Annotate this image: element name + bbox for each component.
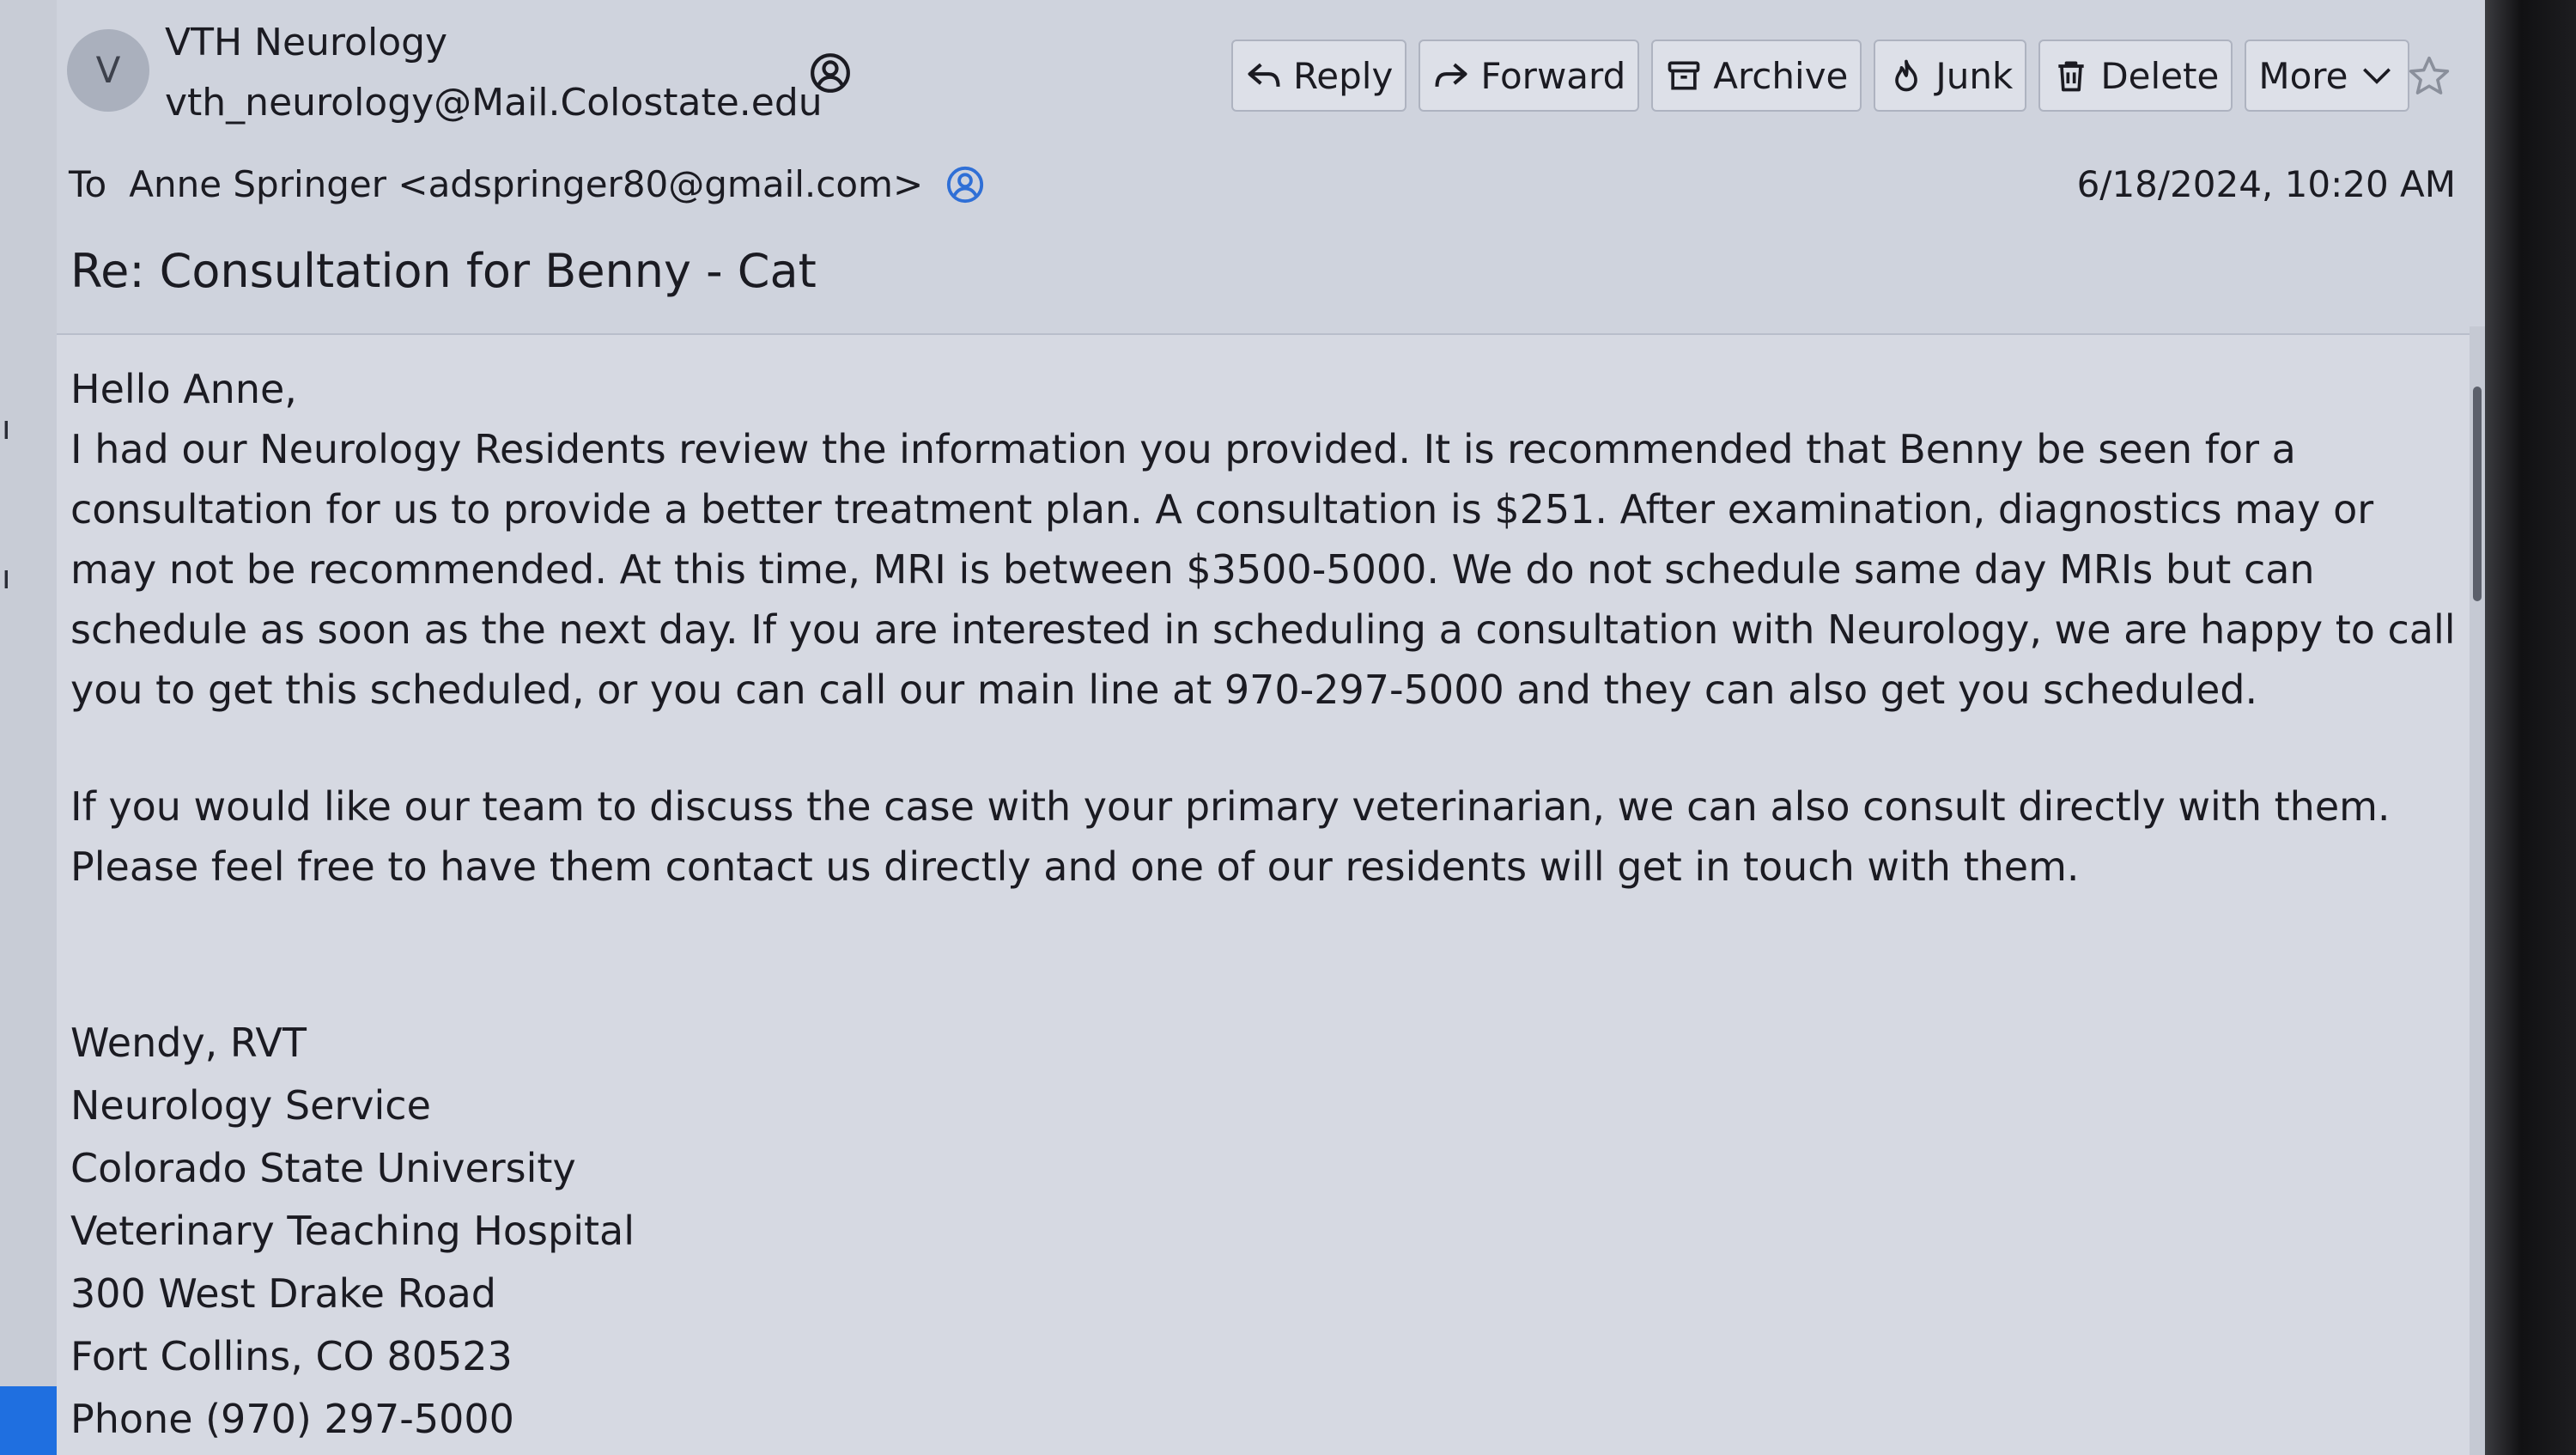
signature-line: Colorado State University	[70, 1145, 576, 1191]
delete-button[interactable]	[2038, 40, 2233, 112]
body-paragraph: I had our Neurology Residents review the information you provided. It is recommended that Benny be seen for a consultation for us to provide a better treatment plan. A consultation is $251. After examination, diagnostics may or may not be recommended. At this time, MRI is between $3500-5000. We do not schedule same day MRIs but can schedule as soon as the next day. If you are interested in scheduling a consultation with Neurology, we are happy to call you to get this scheduled, or you can call our main line at 970-297-5000 and they can also get you scheduled.	[70, 426, 2456, 713]
star-icon[interactable]	[2406, 53, 2452, 100]
signature-line: 300 West Drake Road	[70, 1270, 497, 1317]
recipient-row	[69, 163, 985, 205]
sender-avatar: V	[67, 29, 149, 112]
reply-button[interactable]	[1231, 40, 1406, 112]
junk-flame-icon	[1887, 57, 1925, 94]
archive-button[interactable]	[1651, 40, 1862, 112]
signature-line: Neurology Service	[70, 1082, 431, 1129]
delete-label: Delete	[2100, 54, 2220, 97]
message-date: 6/18/2024, 10:20 AM	[2076, 163, 2456, 205]
reading-pane	[57, 0, 2485, 1455]
signature-line: Phone (970) 297-5000	[70, 1396, 514, 1442]
message-toolbar	[1231, 40, 2409, 112]
forward-label: Forward	[1480, 54, 1626, 97]
archive-icon	[1665, 57, 1703, 94]
signature-line: Veterinary Teaching Hospital	[70, 1208, 635, 1254]
forward-button[interactable]	[1419, 40, 1639, 112]
list-fragment: ı	[2, 558, 11, 596]
recipient[interactable]: Anne Springer <adspringer80@gmail.com>	[129, 163, 924, 205]
sender-name[interactable]: VTH Neurology	[165, 21, 448, 64]
monitor-bezel	[2485, 0, 2576, 1455]
forward-icon	[1432, 57, 1470, 94]
trash-icon	[2052, 57, 2090, 94]
add-contact-icon[interactable]	[809, 52, 852, 94]
sender-email[interactable]: vth_neurology@Mail.Colostate.edu	[165, 81, 823, 125]
junk-button[interactable]	[1874, 40, 2026, 112]
greeting: Hello Anne,	[70, 366, 297, 412]
message-header	[57, 0, 2485, 335]
reply-label: Reply	[1293, 54, 1394, 97]
message-body	[70, 359, 2458, 1451]
junk-label: Junk	[1935, 54, 2014, 97]
signature	[70, 1012, 2458, 1451]
reply-icon	[1245, 57, 1283, 94]
more-label: More	[2258, 54, 2348, 97]
message-subject: Re: Consultation for Benny - Cat	[70, 244, 817, 298]
signature-line: Wendy, RVT	[70, 1020, 307, 1066]
signature-line: Fort Collins, CO 80523	[70, 1333, 513, 1379]
archive-label: Archive	[1713, 54, 1849, 97]
message-list-edge	[0, 0, 58, 1455]
contact-icon[interactable]	[945, 165, 985, 204]
more-button[interactable]	[2245, 40, 2409, 112]
chevron-down-icon	[2358, 57, 2396, 94]
vertical-scrollbar[interactable]	[2470, 326, 2485, 1455]
to-label: To	[69, 163, 107, 205]
scrollbar-thumb[interactable]	[2473, 387, 2482, 601]
selected-message-row[interactable]	[0, 1386, 57, 1455]
body-paragraph: If you would like our team to discuss the case with your primary veterinarian, we can also consult directly with them. Please feel free to have them contact us directly and one of our residents will get in touch with them.	[70, 783, 2391, 890]
list-fragment: ı	[2, 409, 11, 447]
